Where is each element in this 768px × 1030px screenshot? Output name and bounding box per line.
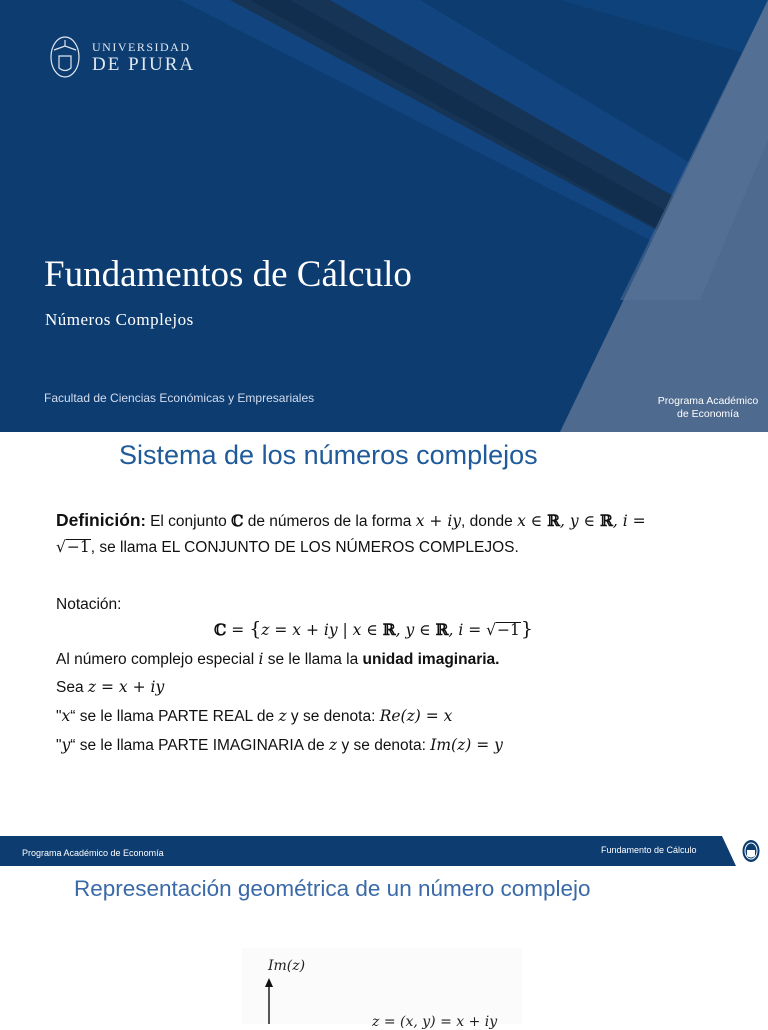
real-formula: Re(z) = x [379,707,453,725]
sea-text: Sea [56,679,88,696]
imag-y: y [61,736,71,754]
set-eq: = [226,621,250,639]
real-text-1: “ se le llama PARTE REAL de [70,708,279,725]
slide-footer [0,836,768,866]
def-text-1: El conjunto [150,513,232,530]
slide-subtitle: Números Complejos [45,310,194,329]
real-part-line [56,707,452,726]
def-text-2: de números de la forma [243,513,416,530]
def-text-4: , se llama EL CONJUNTO DE LOS NÚMEROS COMPLEJOS. [90,539,519,556]
set-sqrt-arg: −1 [497,621,520,639]
imaginary-axis-label: Im(z) [268,958,306,974]
right-brace: } [520,618,533,640]
set-x: x [352,621,362,639]
point-label: z = (x, y) = x + iy [372,1014,498,1030]
sqrt-arg: −1 [66,538,90,556]
title-slide [0,0,768,432]
plus-iy: + iy [424,512,462,530]
set-in-2: ∈ [414,621,436,639]
unit-i: i [258,650,264,668]
imag-text-1: “ se le llama PARTE IMAGINARIA de [70,737,329,754]
slide-title: Fundamentos de Cálculo [44,254,412,295]
program-line-1: Programa Académico [657,395,759,407]
notation-label: Notación: [56,596,122,613]
geometric-representation-slide [0,866,768,1030]
colon: : [140,513,146,530]
real-z: z [278,707,287,725]
imag-text-2: y se denota: [337,737,431,754]
sea-line [56,678,164,697]
real-x: x [61,707,71,725]
unit-bold: unidad imaginaria. [362,651,500,668]
definition-line-1 [56,510,646,531]
real-set-symbol-1: ℝ [547,511,561,530]
set-r-2: ℝ [435,620,449,639]
definition-line-2 [56,538,519,557]
var-x: x [415,512,425,530]
imag-z: z [328,736,338,754]
real-q: " [56,708,62,725]
section-title: Sistema de los números complejos [119,440,538,470]
def-text-3: , donde [461,513,518,530]
sea-formula: z = x + iy [87,678,165,696]
real-text-2: y se denota: [286,708,380,725]
faculty-name: Facultad de Ciencias Económicas y Empresariales [44,391,315,405]
definition-label: Definición [56,510,141,530]
set-r-1: ℝ [382,620,396,639]
sqrt-sign: √ [56,538,66,556]
var-x-2: x [517,512,526,530]
in-symbol-2: ∈ [578,512,600,530]
unit-text-2: se le llama la [263,651,363,668]
program-box [648,384,768,432]
program-line-2: de Economía [677,408,739,420]
imag-formula: Im(z) = y [430,736,503,754]
real-set-symbol-2: ℝ [600,511,613,530]
unit-line [56,650,499,669]
left-brace: { [249,618,262,640]
in-symbol-1: ∈ [525,512,548,530]
set-y: , y [395,621,415,639]
definition-slide [0,432,768,836]
set-i-eq: , i = [448,621,487,639]
i-equals: , i = [612,512,646,530]
set-sqrt-sign: √ [486,621,497,639]
set-body: z = x + iy | [261,621,353,639]
unit-text-1: Al número complejo especial [56,651,259,668]
set-c: ℂ [214,620,227,639]
imag-q: " [56,737,62,754]
imaginary-axis-arrow [262,978,276,1024]
university-seal-icon [741,839,761,863]
var-y: , y [560,512,579,530]
section-title-2: Representación geométrica de un número complejo [74,876,591,901]
set-formula [214,618,533,640]
set-in-1: ∈ [361,621,383,639]
imag-part-line [56,736,503,755]
university-logo [48,34,195,80]
footer-course: Fundamento de Cálculo [601,845,697,855]
logo-line-2: DE PIURA [92,53,196,75]
footer-program: Programa Académico de Economía [22,848,164,858]
university-seal-icon [48,34,82,80]
complex-set-symbol: ℂ [231,511,244,530]
logo-line-1: UNIVERSIDAD [92,39,191,54]
